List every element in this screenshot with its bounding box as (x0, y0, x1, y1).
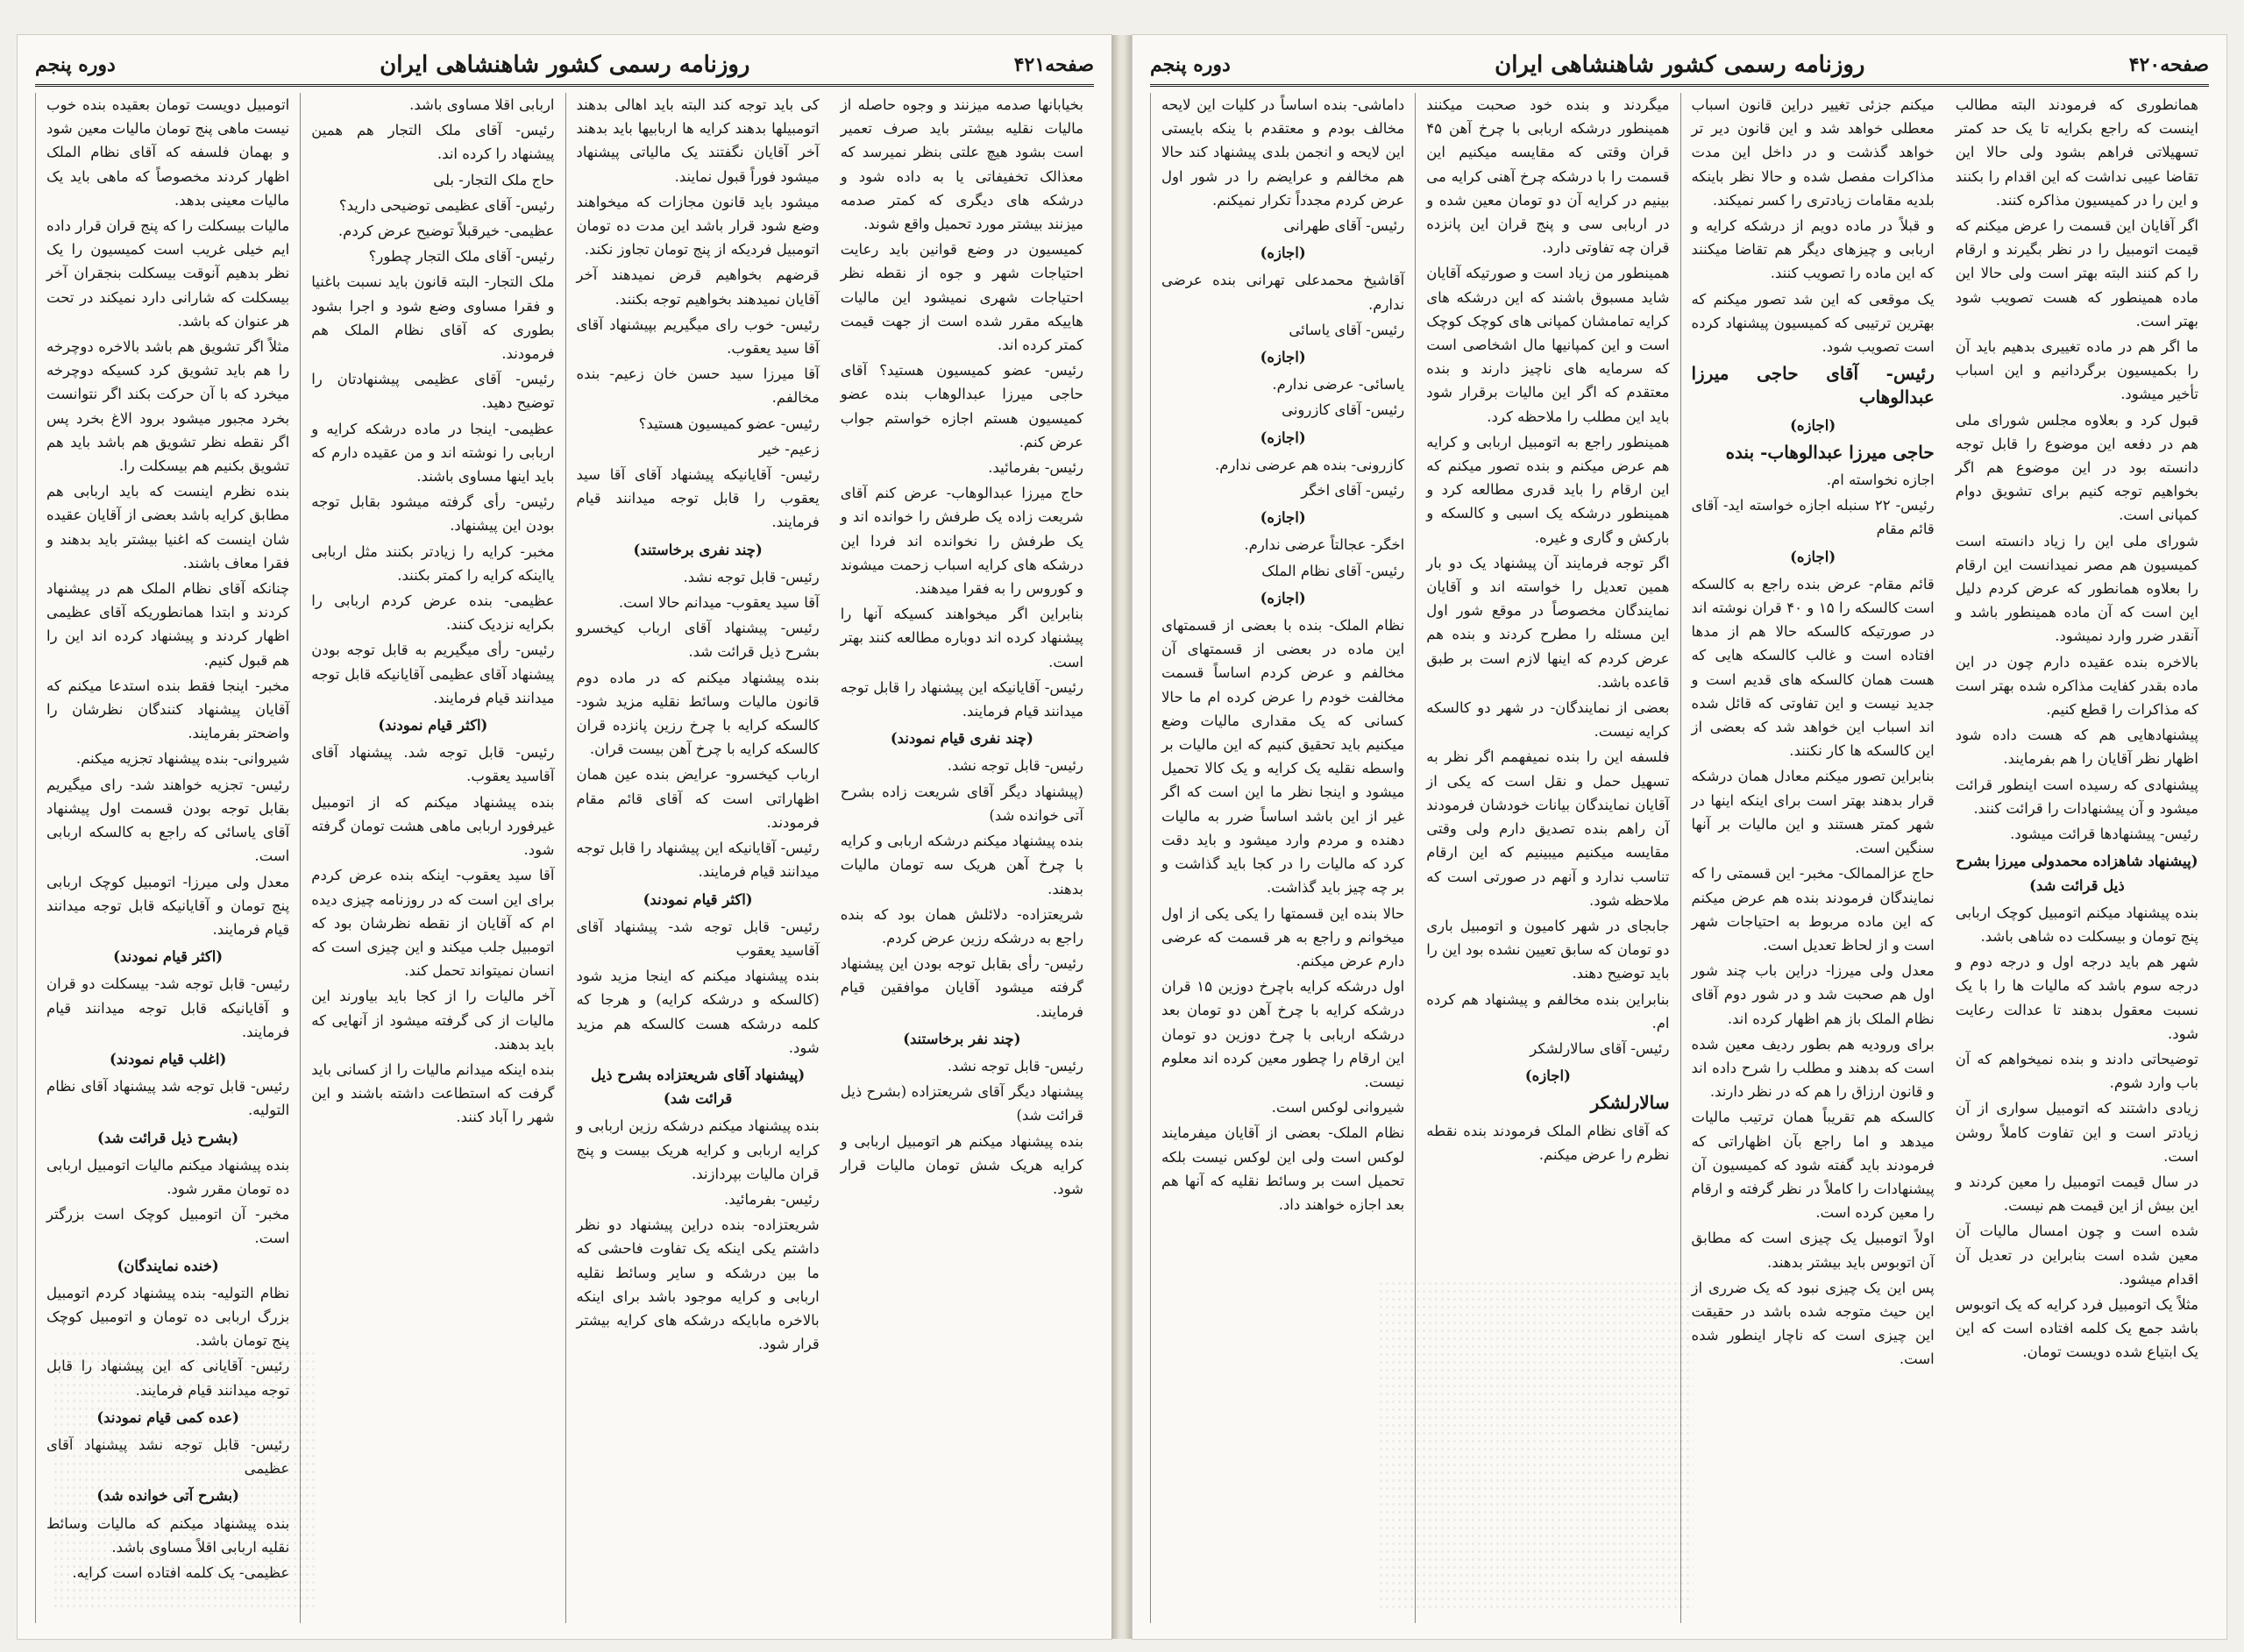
stage-direction: (بشرح ذیل قرائت شد) (97, 1129, 239, 1146)
paragraph: بالاخره بنده عقیده دارم چون در این ماده بقدر کفایت مذاکره شده بهتر است که مذاکرات را قطع کنیم. (1955, 653, 2198, 719)
paragraph: ما اگر هم در ماده تغییری بدهیم باید آن را بکمیسیون برگردانیم و این اسباب تأخیر میشود. (1955, 338, 2198, 403)
paragraph: کمیسیون در وضع قوانین باید رعایت احتیاجات شهر و جوه از نقطه نظر احتیاجات شهری نمیشود این مالیات هاییکه مقرر شده است از جهت قیمت کمتر کرده اند. (840, 241, 1083, 354)
paragraph: اربابی اقلا مساوی باشد. (409, 96, 555, 113)
paragraph: بنده پیشنهاد میکنم که از اتومبیل غیرفورد اربابی ماهی هشت تومان گرفته شود. (311, 793, 555, 859)
stage-direction: (اجازه) (1260, 589, 1306, 606)
page-number: صفحه۴۲۰ (2128, 53, 2209, 76)
paragraph: اولاً اتومبیل یک چیزی است که مطابق آن اتوبوس باید بیشتر بدهند. (1691, 1230, 1935, 1271)
paragraph: رئیس- آقای یاسائی (1289, 321, 1405, 338)
paragraph: رئیس- قابل توجه نشد. (947, 1057, 1083, 1074)
paragraph: رئیس- قابل توجه نشد پیشنهاد آقای عظیمی (46, 1436, 290, 1478)
stage-direction: (اکثر قیام نمودند) (113, 948, 224, 966)
paragraph: اول درشکه کرایه باچرخ دوزین ۱۵ قران درشکه کرایه با چرخ آهن دو تومان بعد درشکه اربابی با چرخ دوزین دو تومان این ارقام را چطور معین کرده اند معلوم نیست. (1161, 978, 1405, 1090)
text-column (830, 93, 1094, 1623)
paragraph: شیروانی- بنده پیشنهاد تجزیه میکنم. (75, 750, 290, 768)
paragraph: آقا سید یعقوب- اینکه بنده عرض کردم برای این است که در روزنامه چیزی دیده ام که آقایان از نقطه نظرشان بود که اتومبیل جلب میکند و این چیزی است که انسان نمیتواند تحمل کند. (311, 867, 555, 980)
stage-direction: (چند نفری قیام نمودند) (890, 730, 1033, 748)
paragraph: و قبلاً در ماده دویم از درشکه کرایه و اربابی و چیزهای دیگر هم تقاضا میکنند که این ماده را تصویب کنند. (1691, 217, 1935, 282)
left-page-columns (35, 93, 1094, 1623)
paragraph: رئیس- پیشنهادها قرائت میشود. (2010, 826, 2198, 843)
text-column (565, 93, 830, 1623)
paragraph: نظام الملک- بنده با بعضی از قسمتهای این ماده در بعضی از قسمتهای آن مخالفم و عرض کردم اساساً قسمت مخالفت خودم را عرض کرده ام ما حالا کسانی که یک مقداری مالیات وضع میکنیم باید تحقیق کنیم که این مالیات بر واسطه نقلیه یک کرایه و یک کالا تحمیل میشود و اینجا نظر ما این است که اگر غیر از این باشد اساساً ضرر به مالیات دهنده و مردم وارد میشود و باید دقت کرد که مالیات را در کجا باید گذاشت و بر چه چیز باید گذاشت. (1161, 617, 1405, 897)
paragraph: رئیس- عضو کمیسیون هستید؟ (638, 415, 820, 432)
paragraph: بنده پیشنهاد میکنم درشکه اربابی و کرایه با چرخ آهن هریک سه تومان مالیات بدهند. (840, 833, 1083, 897)
paragraph: جابجای در شهر کامیون و اتومبیل باری دو تومان که سابق تعیین نشده بود این را باید توضیح دهند. (1426, 917, 1670, 982)
paragraph: رئیس- آقایانیکه پیشنهاد آقای آقا سید یعقوب را قابل توجه میدانند قیام فرمایند. (576, 466, 820, 531)
paragraph: همینطور من زیاد است و صورتیکه آقایان شاید مسبوق باشند که این درشکه های کرایه تمامشان کمپانی های کوچک کوچک است و این کمپانیها مال اشخاصی است که سرمایه های ناچیز دارند و بنده معتقدم که اگر این مالیات برقرار شود باید این مطلب را ملاحظه کرد. (1426, 265, 1670, 425)
paragraph: رئیس- آقایانیکه این پیشنهاد را قابل توجه میدانند قیام فرمایند. (576, 840, 820, 881)
paragraph: مثلاً یک اتومبیل فرد کرایه که یک اتوبوس باشد جمع یک کلمه افتاده است که این یک ابتیاع شده دویست تومان. (1955, 1295, 2198, 1361)
paragraph: در سال قیمت اتومبیل را معین کردند و این بیش از این قیمت هم نیست. (1955, 1173, 2198, 1215)
paragraph: بعضی از نمایندگان- در شهر دو کالسکه کرایه نیست. (1426, 699, 1670, 741)
paragraph: رئیس- عضو کمیسیون هستید؟ آقای حاجی میرزا عبدالوهاب بنده عضو کمیسیون هستم اجازه خواستم جواب عرض کنم. (840, 362, 1083, 450)
left-page-header (35, 46, 1094, 87)
paragraph: رئیس- آقایانیکه این پیشنهاد را قابل توجه میدانند قیام فرمایند. (840, 678, 1083, 720)
paragraph: رئیس- آقای کازرونی (1282, 401, 1405, 419)
paragraph: رئیس- خوب رای میگیریم بپیشنهاد آقای آقا سید یعقوب. (576, 316, 820, 358)
volume-label: دوره پنجم (1150, 53, 1231, 76)
paragraph: کازرونی- بنده هم عرضی ندارم. (1215, 456, 1405, 473)
paragraph: بنابراین تصور میکنم معادل همان درشکه قرار بدهند بهتر است برای اینکه اینها در شهر کمتر هستند و این مالیات بر آنها سنگین است. (1691, 768, 1935, 857)
paragraph: بنده پیشنهاد میکنم درشکه رزین اربابی و کرایه اربابی و کرایه هریک بیست و پنج قران مالیات بپردازند. (576, 1117, 820, 1182)
paragraph: یاسائی- عرضی ندارم. (1272, 376, 1405, 394)
stage-direction: (اجازه) (1260, 429, 1306, 446)
paragraph: بنده پیشنهاد میکنم که مالیات وسائط نقلیه اربابی اقلاً مساوی باشد. (46, 1514, 290, 1556)
speaker-heading: رئیس- آقای حاجی میرزا عبدالوهاب (1691, 363, 1935, 408)
newspaper-spread (18, 35, 2226, 1639)
paragraph: داماشی- بنده اساساً در کلیات این لایحه مخالف بودم و معتقدم با ینکه بایستی این لایحه و انجمن بلدی پیشنهاد کند حالا هم مخالفم و عرایضم را در شور اول عرض کردم مجدداً تکرار نمیکنم. (1161, 96, 1405, 209)
paragraph: رئیس- آقای سالارلشکر (1530, 1039, 1670, 1057)
paragraph: رئیس- آقایانی که این پیشنهاد را قابل توجه میدانند قیام فرمایند. (46, 1358, 290, 1399)
paragraph: پیشنهادهایی هم که هست داده شود اظهار نظر آقایان را هم بفرمایند. (1955, 727, 2198, 768)
paragraph: ملک التجار- البته قانون باید نسبت باغنیا و فقرا مساوی وضع شود و اجرا بشود بطوری که آقای نظام الملک هم فرمودند. (311, 273, 555, 363)
paragraph: مخبر- اینجا فقط بنده استدعا میکنم که آقایان پیشنهاد کنندگان نظرشان را واضحتر بفرمایند. (46, 677, 290, 742)
paragraph: همینطور راجع به اتومبیل اربابی و کرایه هم عرض میکنم و بنده تصور میکنم که این ارقام را باید قدری مطالعه کرد و همینطور درشکه یک اسبی و کالسکه و بارکش و گاری و غیره. (1426, 433, 1670, 546)
stage-direction: (اجازه) (1260, 245, 1306, 262)
paragraph: رئیس- آقای عظیمی پیشنهادتان را توضیح دهید. (311, 371, 555, 412)
stage-direction: (پیشنهاد آقای شریعتزاده بشرح ذیل قرائت شد) (591, 1066, 806, 1108)
paragraph: مثلاً اگر تشویق هم باشد بالاخره دوچرخه را هم باید تشویق کرد کسیکه دوچرخه میخرد که با آن حرکت بکند اگر نتوانست بخرد مجبور میشود برود الاغ بخرد پس اگر نقطه نظر تشویق هم باشد باید هم تشویق بکنیم هم بیسکلت را. (46, 338, 290, 475)
paragraph: آخر مالیات را از کجا باید بیاورند این مالیات از کی گرفته میشود از آنهایی که باید بدهند. (311, 988, 555, 1053)
paragraph: زیادی داشتند که اتومبیل سواری از آن زیادتر است و این تفاوت کاملاً روشن است. (1955, 1100, 2198, 1165)
text-column (1415, 93, 1679, 1623)
paragraph: رئیس- تجزیه خواهند شد- رای میگیریم بقابل توجه بودن قسمت اول پیشنهاد آقای یاسائی که راجع به کالسکه اربابی است. (46, 776, 290, 865)
paragraph: کالسکه هم تقریباً همان ترتیب مالیات میدهد و اما راجع بآن اظهاراتی که فرمودند باید گفته شود که کمیسیون آن پیشنهادات را کاملاً در نظر گرفته و ارقام را معین کرده است. (1691, 1109, 1935, 1222)
paragraph: شریعتزاده- بنده دراین پیشنهاد دو نظر داشتم یکی اینکه یک تفاوت فاحشی که ما بین درشکه و سایر وسائط نقلیه اربابی و کرایه موجود باشد برای اینکه بالاخره مابایکه درشکه های کرایه بیشتر قرار شود. (576, 1216, 820, 1353)
paragraph: عظیمی- خیرقبلاً توضیح عرض کردم. (337, 223, 555, 240)
paragraph: شریعتزاده- دلائلش همان بود که بنده راجع به درشکه رزین عرض کردم. (840, 905, 1083, 947)
text-column (1150, 93, 1415, 1623)
text-column (300, 93, 565, 1623)
paragraph: برای ورودیه هم بطور ردیف معین شده است که بدهند و مطلب را شرح داده اند و قانون ارزاق را هم که در نظر دارند. (1691, 1035, 1935, 1101)
paragraph: رئیس- رأی گرفته میشود بقابل توجه بودن این پیشنهاد. (311, 493, 555, 535)
paragraph: بنده پیشنهاد میکنم هر اتومبیل اربابی و کرایه هریک شش تومان مالیات قرار شود. (840, 1132, 1083, 1197)
paragraph: بنده اینکه میدانم مالیات را از کسانی باید گرفت که استطاعت داشته باشند و این شهر را آباد کنند. (311, 1060, 555, 1126)
paragraph: اخگر- عجالتاً عرضی ندارم. (1244, 536, 1405, 554)
paragraph: رئیس- آقای اخگر (1301, 482, 1405, 500)
paragraph: رئیس- آقای طهرانی (1283, 217, 1405, 235)
paragraph: رئیس- قابل توجه شد پیشنهاد آقای نظام التولیه. (46, 1078, 290, 1119)
paragraph: قائم مقام- عرض بنده راجع به کالسکه است کالسکه را ۱۵ و ۴۰ قران نوشته اند در صورتیکه کالسکه حالا هم از مدها افتاده است و غالب کالسکه هایی که هست همان کالسکه های قدیم است و جدید نیست و این تفاوتی که قائل شده اند اسباب این خواهد شد که بعضی از این کالسکه ها کار نکنند. (1691, 575, 1935, 760)
paragraph: رئیس- قابل توجه شد- بیسکلت دو قران و آقایانیکه قابل توجه میدانند قیام فرمایند. (46, 975, 290, 1040)
paragraph: بنابراین بنده مخالفم و پیشنهاد هم کرده ام. (1426, 990, 1670, 1032)
paragraph: حاج عزالممالک- مخبر- این قسمتی را که نمایندگان فرمودند بنده هم عرض میکنم که این ماده مربوط به احتیاجات شهر است و از لحاظ تعدیل است. (1691, 865, 1935, 954)
stage-direction: (پیشنهاد شاهزاده محمدولی میرزا بشرح ذیل قرائت شد) (1956, 853, 2198, 894)
newspaper-title: روزنامه رسمی کشور شاهنشاهی ایران (380, 52, 750, 78)
stage-direction: (بشرح آتی خوانده شد) (96, 1487, 239, 1505)
paragraph: شورای ملی این را زیاد دانسته است کمیسیون هم مصر نمیدانست این ارقام را بعلاوه همانطور که عرض کردم دلیل این است که آن ماده همینطور باشد و آنقدر ضرر وارد نمیشود. (1955, 532, 2198, 645)
right-page-header (1150, 46, 2209, 87)
paragraph: میشود باید قانون مجازات که میخواهند وضع شود قرار باشد این مدت ده تومان اتومبیل فردیکه از پنج تومان تجاوز نکند. (576, 193, 820, 259)
paragraph: یک موقعی که این شد تصور میکنم که بهترین ترتیبی که کمیسیون پیشنهاد کرده است تصویب شود. (1691, 290, 1935, 356)
stage-direction: (خنده نمایندگان) (117, 1257, 219, 1274)
paragraph: که آقای نظام الملک فرمودند بنده نقطه نظرم را عرض میکنم. (1426, 1122, 1670, 1163)
paragraph: بنده نظرم اینست که باید اربابی هم مطابق کرایه باشد بعضی از آقایان عقیده شان اینست که اغنیا بیشتر باید بدهند و فقرا معاف باشند. (46, 483, 290, 571)
stage-direction: (اجازه) (1260, 509, 1306, 527)
paragraph: رئیس- رأی بقابل توجه بودن این پیشنهاد گرفته میشود آقایان موافقین قیام فرمایند. (840, 955, 1083, 1020)
stage-direction: (چند نفر برخاستند) (903, 1030, 1021, 1047)
paragraph: رئیس- قابل توجه نشد. (683, 568, 820, 585)
paragraph: اگر توجه فرمایند آن پیشنهاد یک دو بار همین تعدیل را خواسته اند و آقایان نمایندگان مخصوصاً در موقع شور اول این مسئله را مطرح کردند و بنده هم عرض کردم که اینها لازم است بر طبق قاعده باشد. (1426, 554, 1670, 691)
paragraph: حالا بنده این قسمتها را یکی یکی از اول میخوانم و راجع به هر قسمت که عرضی دارم عرض میکنم. (1161, 904, 1405, 969)
paragraph: زعیم- خیر (758, 440, 820, 457)
paragraph: رئیس- آقای ملک التجار چطور؟ (368, 248, 555, 266)
paragraph: رئیس- آقای عظیمی توضیحی دارید؟ (338, 196, 555, 214)
paragraph: پیشنهادی که رسیده است اینطور قرائت میشود و آن پیشنهادات را قرائت کنند. (1955, 776, 2198, 817)
paragraph: نظام الملک- بعضی از آقایان میفرمایند لوکس است ولی این لوکس نیست بلکه تحمیل است بر وسائط نقلیه که آنها هم بعد اجازه خواهند داد. (1161, 1124, 1405, 1213)
left-page (18, 35, 1111, 1639)
paragraph: مالیات بیسکلت را که پنج قران قرار داده ایم خیلی غریب است کمیسیون را یک نظر بدهیم آنوقت بیسکلت بنجقران آخر بیسکلت که شارانی دارد نمیکند در تحت هر عنوان که باشد. (46, 217, 290, 330)
paragraph: مخبر- آن اتومبیل کوچک است بزرگتر است. (46, 1206, 290, 1247)
paragraph: پس این یک چیزی نبود که یک ضرری از این حیث متوجه شده باشد در حقیقت این چیزی است که ناچار اینطور شده است. (1691, 1279, 1935, 1368)
paragraph: توضیحاتی دادند و بنده نمیخواهم که آن باب وارد شوم. (1955, 1050, 2198, 1092)
stage-direction: (اجازه) (1790, 416, 1836, 434)
paragraph: بنده پیشنهاد میکنم که اینجا مزید شود (کالسکه و درشکه کرایه) و هرجا که کلمه درشکه هست کالسکه هم مزید شود. (576, 968, 820, 1056)
paragraph: رئیس- ۲۲ سنبله اجازه خواسته اید- آقای قائم مقام (1691, 497, 1935, 538)
paragraph: رئیس- بفرمائید. (988, 459, 1083, 477)
paragraph: اتومبیل دویست تومان بعقیده بنده خوب نیست ماهی پنج تومان مالیات معین شود و بهمان فلسفه که آقای نظام الملک اظهار کردند مخصوصاً که ماهی باید یک مالیات معینی بدهد. (46, 96, 290, 209)
paragraph: عظیمی- اینجا در ماده درشکه کرایه و اربابی را نوشته اند و من عقیده دارم که باید اینها مساوی باشند. (311, 420, 555, 486)
paragraph: کی باید توجه کند البته باید اهالی بدهند اتومبیلها بدهند کرایه ها اربابیها باید بدهند آخر آقایان نگفتند یک مالیاتی پیشنهاد میشود فوراً قبول نمایند. (576, 96, 820, 185)
paragraph: (پیشنهاد دیگر آقای شریعت زاده بشرح آتی خوانده شد) (840, 783, 1083, 824)
paragraph: رئیس- قابل توجه نشد. (947, 757, 1083, 775)
paragraph: پیشنهاد دیگر آقای شریعتزاده (بشرح ذیل قرائت شد) (840, 1083, 1083, 1124)
paragraph: شده است و چون امسال مالیات آن معین شده است بنابراین در تعدیل آن اقدام میشود. (1955, 1223, 2198, 1287)
paragraph: رئیس- آقای ملک التجار هم همین پیشنهاد را کرده اند. (311, 122, 555, 163)
paragraph: حاج میرزا عبدالوهاب- عرض کنم آقای شریعت زاده یک طرفش را خوانده اند و یک طرفش را نخوانده اند فردا این درشکه های کرایه اسباب زحمت میشوند و کوروس را به فقرا میدهند. (840, 485, 1083, 598)
page-number: صفحه۴۲۱ (1013, 53, 1094, 76)
paragraph: معدل ولی میرزا- اتومبیل کوچک اربابی پنج تومان و آقایانیکه قابل توجه میدانند قیام فرمایند. (46, 873, 290, 938)
paragraph: ارباب کیخسرو- عرایض بنده عین همان اظهاراتی است که آقای قائم مقام فرمودند. (576, 766, 820, 831)
paragraph: معدل ولی میرزا- دراین باب چند شور اول هم صحبت شد و در شور دوم آقای نظام الملک باز هم اظهار کرده اند. (1691, 962, 1935, 1027)
paragraph: بنده پیشنهاد میکنم مالیات اتومبیل اربابی ده تومان مقرر شود. (46, 1156, 290, 1197)
paragraph: بنده پیشنهاد میکنم اتومبیل کوچک اربابی پنج تومان و بیسکلت ده شاهی باشد. (1955, 904, 2198, 945)
stage-direction: (اجازه) (1524, 1067, 1571, 1085)
paragraph: رئیس- رأی میگیریم به قابل توجه بودن پیشنهاد آقای عظیمی آقایانیکه قابل توجه میدانند قیام فرمایند. (311, 642, 555, 706)
speaker-heading: سالارلشکر (1590, 1092, 1670, 1114)
right-page (1133, 35, 2226, 1639)
paragraph: بنابراین اگر میخواهند کسیکه آنها را پیشنهاد کرده اند دوباره مطالعه کنند بهتر است. (840, 606, 1083, 670)
stage-direction: (چند نفری برخاستند) (633, 541, 763, 558)
paragraph: رئیس- پیشنهاد آقای ارباب کیخسرو بشرح ذیل قرائت شد. (576, 620, 820, 661)
paragraph: شیروانی لوکس است. (1271, 1099, 1405, 1117)
paragraph: شهر هم باید درجه اول و درجه دوم و درجه سوم باشد که مالیات ها را با یک نسبت معقول بدهند تا عدالت رعایت شود. (1955, 954, 2198, 1042)
paragraph: رئیس- بفرمائید. (723, 1190, 820, 1208)
page-gutter (1111, 35, 1133, 1639)
paragraph: بنده پیشنهاد میکنم که در ماده دوم قانون مالیات وسائط نقلیه مزید شود- کالسکه کرایه با چرخ رزین پانزده قران کالسکه کرایه با چرخ آهن بیست قران. (576, 669, 820, 758)
paragraph: آقاشیخ محمدعلی تهرانی بنده عرضی ندارم. (1161, 272, 1405, 313)
speaker-heading: حاجی میرزا عبدالوهاب- بنده (1725, 441, 1935, 463)
stage-direction: (اجازه) (1260, 349, 1306, 366)
volume-label: دوره پنجم (35, 53, 116, 76)
paragraph: نظام التولیه- بنده پیشنهاد کردم اتومبیل بزرگ اربابی ده تومان و اتومبیل کوچک پنج تومان باشد. (46, 1284, 290, 1350)
text-column (35, 93, 300, 1623)
paragraph: عظیمی- بنده عرض کردم اربابی را بکرایه نزدیک کنند. (311, 592, 555, 634)
stage-direction: (اکثر قیام نمودند) (378, 717, 488, 734)
stage-direction: (اکثر قیام نمودند) (643, 890, 753, 908)
newspaper-title: روزنامه رسمی کشور شاهنشاهی ایران (1495, 52, 1865, 78)
paragraph: اگر آقایان این قسمت را عرض میکنم که قیمت اتومبیل را در نظر بگیرند و ارقام را کم کنند البته بهتر است ولی حالا این ماده همینطور که هست تصویب شود بهتر است. (1955, 217, 2198, 330)
stage-direction: (عده کمی قیام نمودند) (96, 1408, 239, 1426)
text-column (1680, 93, 1945, 1623)
paragraph: اجازه نخواسته ام. (1826, 471, 1935, 489)
paragraph: حاج ملک التجار- بلی (433, 171, 555, 188)
paragraph: رئیس- آقای نظام الملک (1261, 562, 1405, 579)
paragraph: مخبر- کرایه را زیادتر بکنند مثل اربابی یااینکه کرایه را کمتر بکنند. (311, 542, 555, 584)
right-page-columns (1150, 93, 2209, 1623)
paragraph: رئیس- قابل توجه شد- پیشنهاد آقای آقاسید یعقوب (576, 918, 820, 959)
paragraph: همانطوری که فرمودند البته مطالب اینست که راجع بکرایه تا یک حد کمتر تسهیلاتی فراهم بشود ولی حالا این تقاضا عیبی نداشت که این اقدام را بکنند و این را در کمیسیون مذاکره کنند. (1955, 96, 2198, 209)
paragraph: عظیمی- یک کلمه افتاده است کرایه. (72, 1563, 290, 1581)
paragraph: قرضهم بخواهیم قرض نمیدهند آخر آقایان نمیدهند بخواهیم توجه بکنند. (576, 266, 820, 308)
paragraph: میگردند و بنده خود صحبت میکنند همینطور درشکه اربابی با چرخ آهن ۴۵ قران وقتی که مقایسه میکنیم این قسمت را با درشکه چرخ آهنی کرایه می بینیم در کرایه آن دو تومان معین شده و در اربابی سی و پنج قران این پانزده قران چه تفاوتی دارد. (1426, 96, 1670, 257)
paragraph: میکنم جزئی تغییر دراین قانون اسباب معطلی خواهد شد و این قانون دیر تر خواهد گذشت و در داخل این مدت مذاکرات مفصل شده و حالا نظر باینکه بلدیه مقامات زیادتری را کسر نمیکند. (1691, 96, 1935, 209)
paragraph: قبول کرد و بعلاوه مجلس شورای ملی هم در دفعه این موضوع را قابل توجه دانسته بود در این موضوع هم اگر بخواهیم توجه کنیم برای تشویق دوام کمپانی است. (1955, 411, 2198, 524)
stage-direction: (اغلب قیام نمودند) (109, 1050, 227, 1067)
paragraph: آقا میرزا سید حسن خان زعیم- بنده مخالفم. (576, 365, 820, 407)
paragraph: رئیس- قابل توجه شد. پیشنهاد آقای آقاسید یعقوب. (311, 744, 555, 785)
paragraph: بخیابانها صدمه میزنند و وجوه حاصله از مالیات نقلیه بیشتر باید صرف تعمیر است بشود هیچ علتی بنظر نمیرسد که معذالک تخفیفاتی یا به داده شود و درشکه های دیگری که کمتر صدمه میزنند بیشتر مورد تحمیل واقع شوند. (840, 96, 1083, 233)
paragraph: آقا سید یعقوب- میدانم حالا است. (618, 594, 820, 612)
paragraph: فلسفه این را بنده نمیفهمم اگر نظر به تسهیل حمل و نقل است که یکی از آقایان نمایندگان بیانات خودشان فرمودند آن راهم بنده تصدیق دارم ولی وقتی مقایسه میکنیم میبینیم که این ارقام تناسب ندارد و آنهم در صورتی است که ملاحظه شود. (1426, 748, 1670, 909)
paragraph: چنانکه آقای نظام الملک هم در پیشنهاد کردند و ابتدا همانطوریکه آقای عظیمی اظهار کردند و پیشنهاد کرده اند این را هم قبول کنیم. (46, 580, 290, 669)
text-column (1945, 93, 2209, 1623)
stage-direction: (اجازه) (1790, 548, 1836, 565)
